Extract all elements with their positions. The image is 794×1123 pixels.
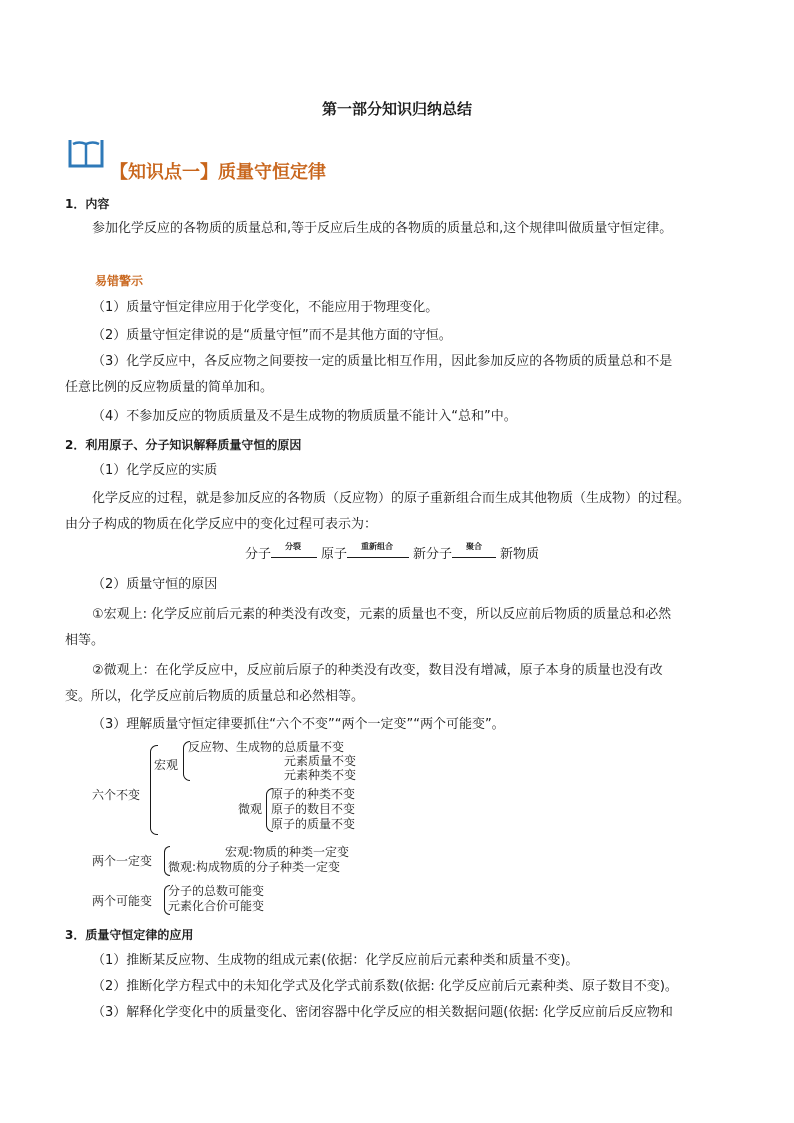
warning-item: （4）不参加反应的物质质量及不是生成物的物质质量不能计入“总和”中。 bbox=[92, 409, 517, 424]
macro-item: 元素种类不变 bbox=[284, 768, 357, 782]
flow-arrow bbox=[347, 544, 411, 566]
section-1-heading: 1．内容 bbox=[65, 197, 110, 211]
section-heading-prefix: 【知识点一】 bbox=[110, 162, 218, 183]
warning-title: 易错警示 bbox=[95, 274, 144, 288]
paragraph: 相等。 bbox=[65, 633, 105, 648]
book-icon bbox=[68, 136, 104, 174]
section-heading-topic: 质量守恒定律 bbox=[218, 162, 326, 183]
section-2-heading: 2．利用原子、分子知识解释质量守恒的原因 bbox=[65, 438, 302, 452]
subheading: （1）化学反应的实质 bbox=[92, 463, 218, 478]
section-1-body: 参加化学反应的各物质的质量总和,等于反应后生成的各物质的质量总和,这个规律叫做质量守恒定律。 bbox=[92, 221, 673, 236]
flow-atom: 原子 bbox=[321, 547, 348, 562]
two-must-change-label: 两个一定变 bbox=[92, 854, 153, 868]
subheading: （2）质量守恒的原因 bbox=[92, 577, 218, 592]
micro-item: 原子的质量不变 bbox=[271, 817, 356, 831]
paragraph: ②微观上：在化学反应中，反应前后原子的种类没有改变，数目没有增减，原子本身的质量也没有改 bbox=[92, 663, 663, 678]
application-item: （2）推断化学方程式中的未知化学式及化学式前系数(依据: 化学反应前后元素种类、原子数目不变)。 bbox=[92, 979, 678, 994]
may-change-item: 分子的总数可能变 bbox=[168, 884, 265, 898]
flow-arrow-label: 分裂 bbox=[285, 542, 302, 551]
section-3-heading: 3．质量守恒定律的应用 bbox=[65, 928, 194, 942]
macro-item: 元素质量不变 bbox=[284, 754, 357, 768]
may-change-item: 元素化合价可能变 bbox=[168, 899, 265, 913]
micro-item: 原子的数目不变 bbox=[271, 802, 356, 816]
macro-label: 宏观 bbox=[154, 758, 179, 772]
micro-label: 微观 bbox=[238, 802, 263, 816]
warning-item-continued: 任意比例的反应物质量的简单加和。 bbox=[65, 380, 274, 395]
section-heading bbox=[110, 158, 326, 184]
six-unchanged-label: 六个不变 bbox=[92, 788, 141, 802]
macro-item: 反应物、生成物的总质量不变 bbox=[188, 740, 345, 754]
warning-item: （3）化学反应中，各反应物之间要按一定的质量比相互作用，因此参加反应的各物质的质量总和不是 bbox=[92, 354, 673, 369]
flow-new-substance: 新物质 bbox=[500, 547, 540, 562]
paragraph: ①宏观上: 化学反应前后元素的种类没有改变，元素的质量也不变，所以反应前后物质的质量总和必然 bbox=[92, 607, 672, 622]
two-may-change-label: 两个可能变 bbox=[92, 894, 153, 908]
subheading: （3）理解质量守恒定律要抓住“六个不变”“两个一定变”“两个可能变”。 bbox=[92, 717, 505, 732]
flow-new-molecule: 新分子 bbox=[413, 547, 453, 562]
micro-item: 原子的种类不变 bbox=[271, 787, 356, 801]
must-change-item: 微观:构成物质的分子种类一定变 bbox=[168, 860, 341, 874]
warning-item: （2）质量守恒定律说的是“质量守恒”而不是其他方面的守恒。 bbox=[92, 328, 452, 343]
flow-arrow-label: 聚合 bbox=[466, 542, 483, 551]
flow-arrow bbox=[271, 544, 319, 566]
page-title: 第一部分知识归纳总结 bbox=[321, 100, 472, 118]
paragraph: 由分子构成的物质在化学反应中的变化过程可表示为： bbox=[65, 517, 378, 532]
flow-arrow-label: 重新组合 bbox=[361, 542, 394, 551]
must-change-item: 宏观:物质的种类一定变 bbox=[225, 845, 350, 859]
flow-molecule: 分子 bbox=[245, 547, 272, 562]
paragraph: 化学反应的过程，就是参加反应的各物质（反应物）的原子重新组合而生成其他物质（生成物）的过程。 bbox=[92, 491, 691, 506]
reaction-flow bbox=[245, 544, 539, 566]
flow-arrow bbox=[452, 544, 498, 566]
warning-item: （1）质量守恒定律应用于化学变化，不能应用于物理变化。 bbox=[92, 300, 439, 315]
application-item: （3）解释化学变化中的质量变化、密闭容器中化学反应的相关数据问题(依据: 化学反应前后反应物和 bbox=[92, 1005, 673, 1020]
application-item: （1）推断某反应物、生成物的组成元素(依据：化学反应前后元素种类和质量不变)。 bbox=[92, 953, 579, 968]
paragraph: 变。所以，化学反应前后物质的质量总和必然相等。 bbox=[65, 689, 365, 704]
